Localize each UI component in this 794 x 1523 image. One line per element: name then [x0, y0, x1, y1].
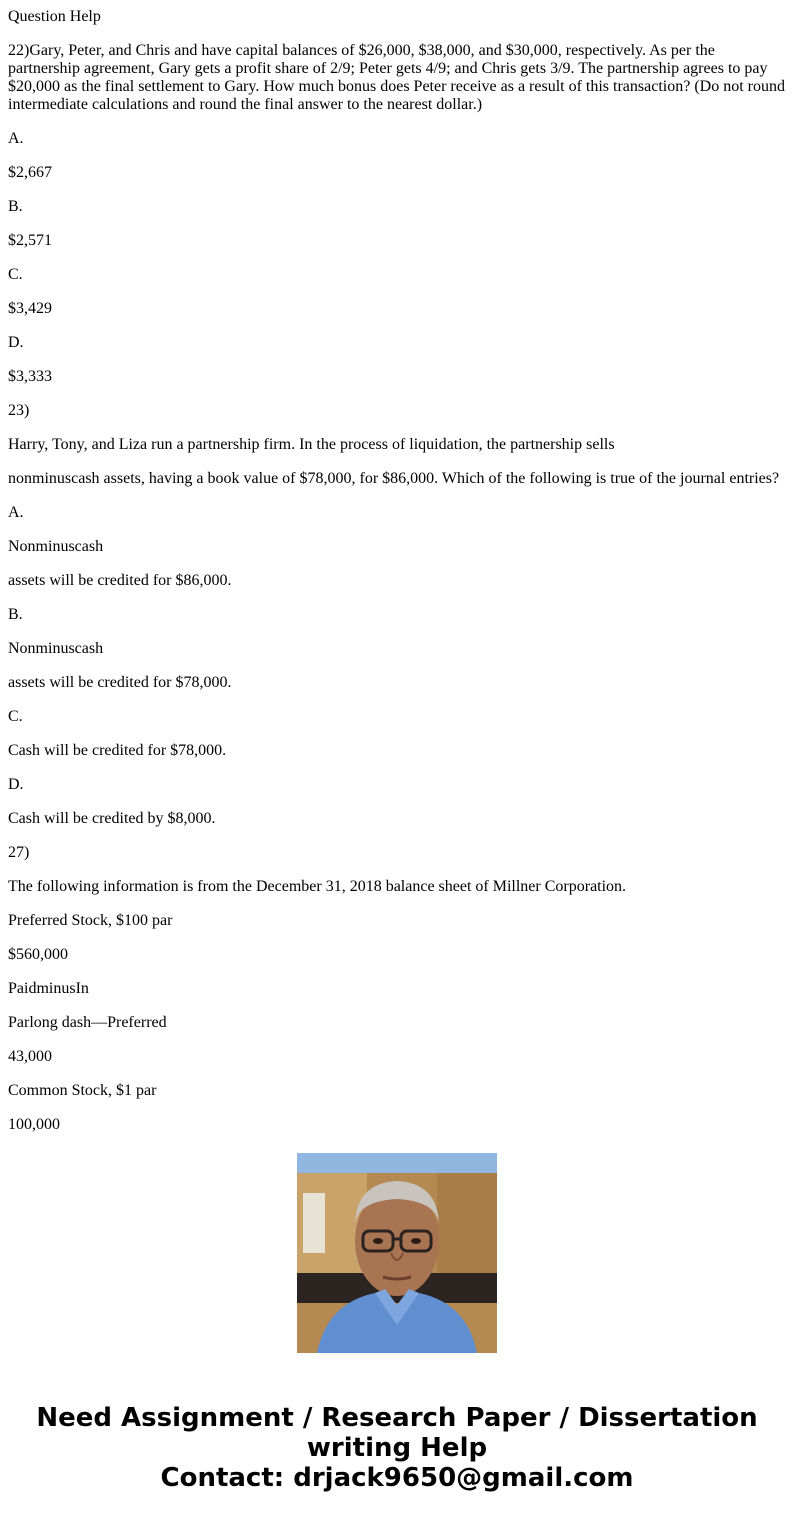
- q23-option-b-line1: Nonminuscash: [8, 640, 104, 657]
- promo-line-1: Need Assignment / Research Paper / Dissertation: [36, 1403, 758, 1433]
- q23-option-c-text: Cash will be credited for $78,000.: [8, 742, 227, 759]
- q27-line-common-amount: 100,000: [8, 1116, 60, 1133]
- q23-option-d-text: Cash will be credited by $8,000.: [8, 810, 216, 827]
- question-27-intro: The following information is from the December 31, 2018 balance sheet of Millner Corporation.: [8, 878, 627, 895]
- promo-contact: Contact: drjack9650@gmail.com: [160, 1463, 634, 1493]
- q27-line-common-stock: Common Stock, $1 par: [8, 1082, 157, 1099]
- q22-option-b-letter: B.: [8, 198, 23, 215]
- q27-line-preferred-amount: $560,000: [8, 946, 68, 963]
- q23-option-a-line2: assets will be credited for $86,000.: [8, 572, 232, 589]
- promo-banner: [0, 1403, 794, 1493]
- q27-line-par-amount: 43,000: [8, 1048, 52, 1065]
- q22-option-a-text: $2,667: [8, 164, 52, 181]
- question-22-text: 22)Gary, Peter, and Chris and have capital balances of $26,000, $38,000, and $30,000, respectively. As per the partnership agreement, Gary gets a profit share of 2/9; Peter gets 4/9; and Chris gets 3/9. The partnership agrees to pay $20,000 as the final settlement to Gary. How much bonus does Peter receive as a result of this transaction? (Do not round intermediate calculations and round the final answer to the nearest dollar.): [8, 42, 785, 113]
- question-27-number: 27): [8, 844, 30, 861]
- q23-option-b-line2: assets will be credited for $78,000.: [8, 674, 232, 691]
- q22-option-a-letter: A.: [8, 130, 24, 147]
- q22-option-b-text: $2,571: [8, 232, 52, 249]
- q23-option-d-letter: D.: [8, 776, 24, 793]
- q23-option-a-line1: Nonminuscash: [8, 538, 104, 555]
- question-23-line2: nonminuscash assets, having a book value of $78,000, for $86,000. Which of the following is true of the journal entries?: [8, 470, 780, 487]
- avatar-illustration: [297, 1153, 497, 1353]
- q22-option-c-text: $3,429: [8, 300, 52, 317]
- question-content: [8, 0, 786, 1133]
- q27-line-preferred-stock: Preferred Stock, $100 par: [8, 912, 173, 929]
- q23-option-a-letter: A.: [8, 504, 24, 521]
- question-23-number: 23): [8, 402, 30, 419]
- q27-line-paid-in: PaidminusIn: [8, 980, 89, 997]
- q22-option-d-text: $3,333: [8, 368, 52, 385]
- person-photo-icon: [297, 1153, 497, 1353]
- q23-option-b-letter: B.: [8, 606, 23, 623]
- page-header: Question Help: [8, 8, 101, 25]
- q27-line-par-preferred: Parlong dash—Preferred: [8, 1014, 167, 1031]
- q22-option-c-letter: C.: [8, 266, 23, 283]
- promo-line-2: writing Help: [306, 1433, 488, 1463]
- q22-option-d-letter: D.: [8, 334, 24, 351]
- q23-option-c-letter: C.: [8, 708, 23, 725]
- question-23-line1: Harry, Tony, and Liza run a partnership firm. In the process of liquidation, the partnership sells: [8, 436, 615, 453]
